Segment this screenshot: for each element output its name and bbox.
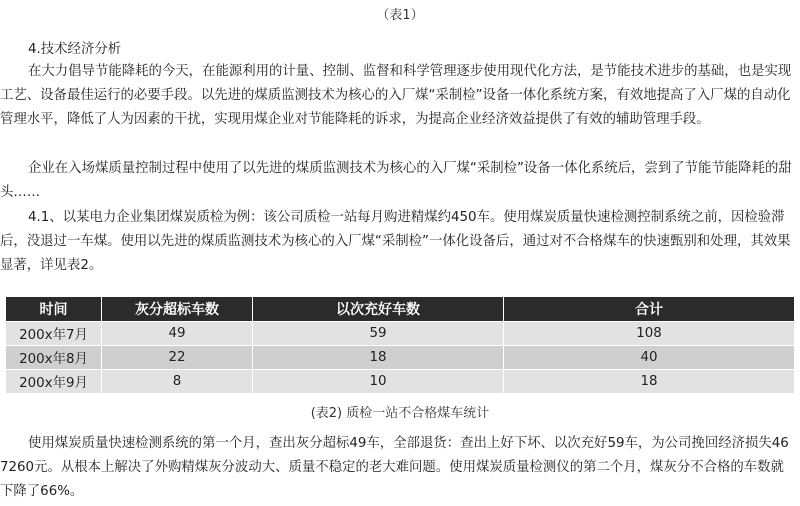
cell-total: 40 [504,346,795,370]
table-caption: (表2) 质检一站不合格煤车统计 [310,406,490,421]
paragraph-result: 使用煤炭质量快速检测系统的第一个月，查出灰分超标49车，全部退货：查出上好下坏、以次充好59车，为公司挽回经济损失467260元。从根本上解决了外购精煤灰分波动大、质量不稳定的老大难问题。使用煤炭质量检测仪的第二个月，煤灰分不合格的车数就下降了66%。 [0,436,789,499]
cell-substandard: 18 [253,346,504,370]
paragraph-intro: 在大力倡导节能降耗的今天，在能源利用的计量、控制、监督和科学管理逐步使用现代化方法，是节能技术进步的基础，也是实现工艺、设备最佳运行的必要手段。以先进的煤质监测技术为核心的入厂煤“采制检”设备一体化系统方案，有效地提高了入厂煤的自动化管理水平，降低了人为因素的干扰，实现用煤企业对节能降耗的诉求，为提高企业经济效益提供了有效的辅助管理手段。 [0,64,792,127]
cell-substandard: 59 [253,322,504,346]
paragraph-example: 4.1、以某电力企业集团煤炭质检为例：该公司质检一站每月购进精煤约450车。使用煤炭质量快速检测控制系统之前，因检验滞后，没退过一车煤。使用以先进的煤质监测技术为核心的入厂煤“采制检”一体化设备后，通过对不合格煤车的快速甄别和处理，其效果显著，详见表2。 [0,210,791,273]
cell-time: 200x年7月 [6,322,102,346]
header-time: 时间 [6,297,102,322]
header-substandard: 以次充好车数 [253,297,504,322]
table-row [6,322,795,346]
paragraph-benefit: 企业在入场煤质量控制过程中使用了以先进的煤质监测技术为核心的入厂煤“采制检”设备一体化系统后，尝到了节能节能降耗的甜头…… [0,161,792,200]
cell-ash-over: 8 [102,370,253,394]
header-total: 合计 [504,297,795,322]
table-row [6,346,795,370]
cell-substandard: 10 [253,370,504,394]
table-header-row [6,297,795,322]
table-row [6,370,795,394]
section-title: 4.技术经济分析 [28,42,122,57]
header-ash-over: 灰分超标车数 [102,297,253,322]
coal-statistics-table [5,296,795,394]
cell-time: 200x年8月 [6,346,102,370]
cell-ash-over: 49 [102,322,253,346]
cell-time: 200x年9月 [6,370,102,394]
cell-ash-over: 22 [102,346,253,370]
top-table-caption: （表1） [376,8,424,23]
cell-total: 18 [504,370,795,394]
cell-total: 108 [504,322,795,346]
